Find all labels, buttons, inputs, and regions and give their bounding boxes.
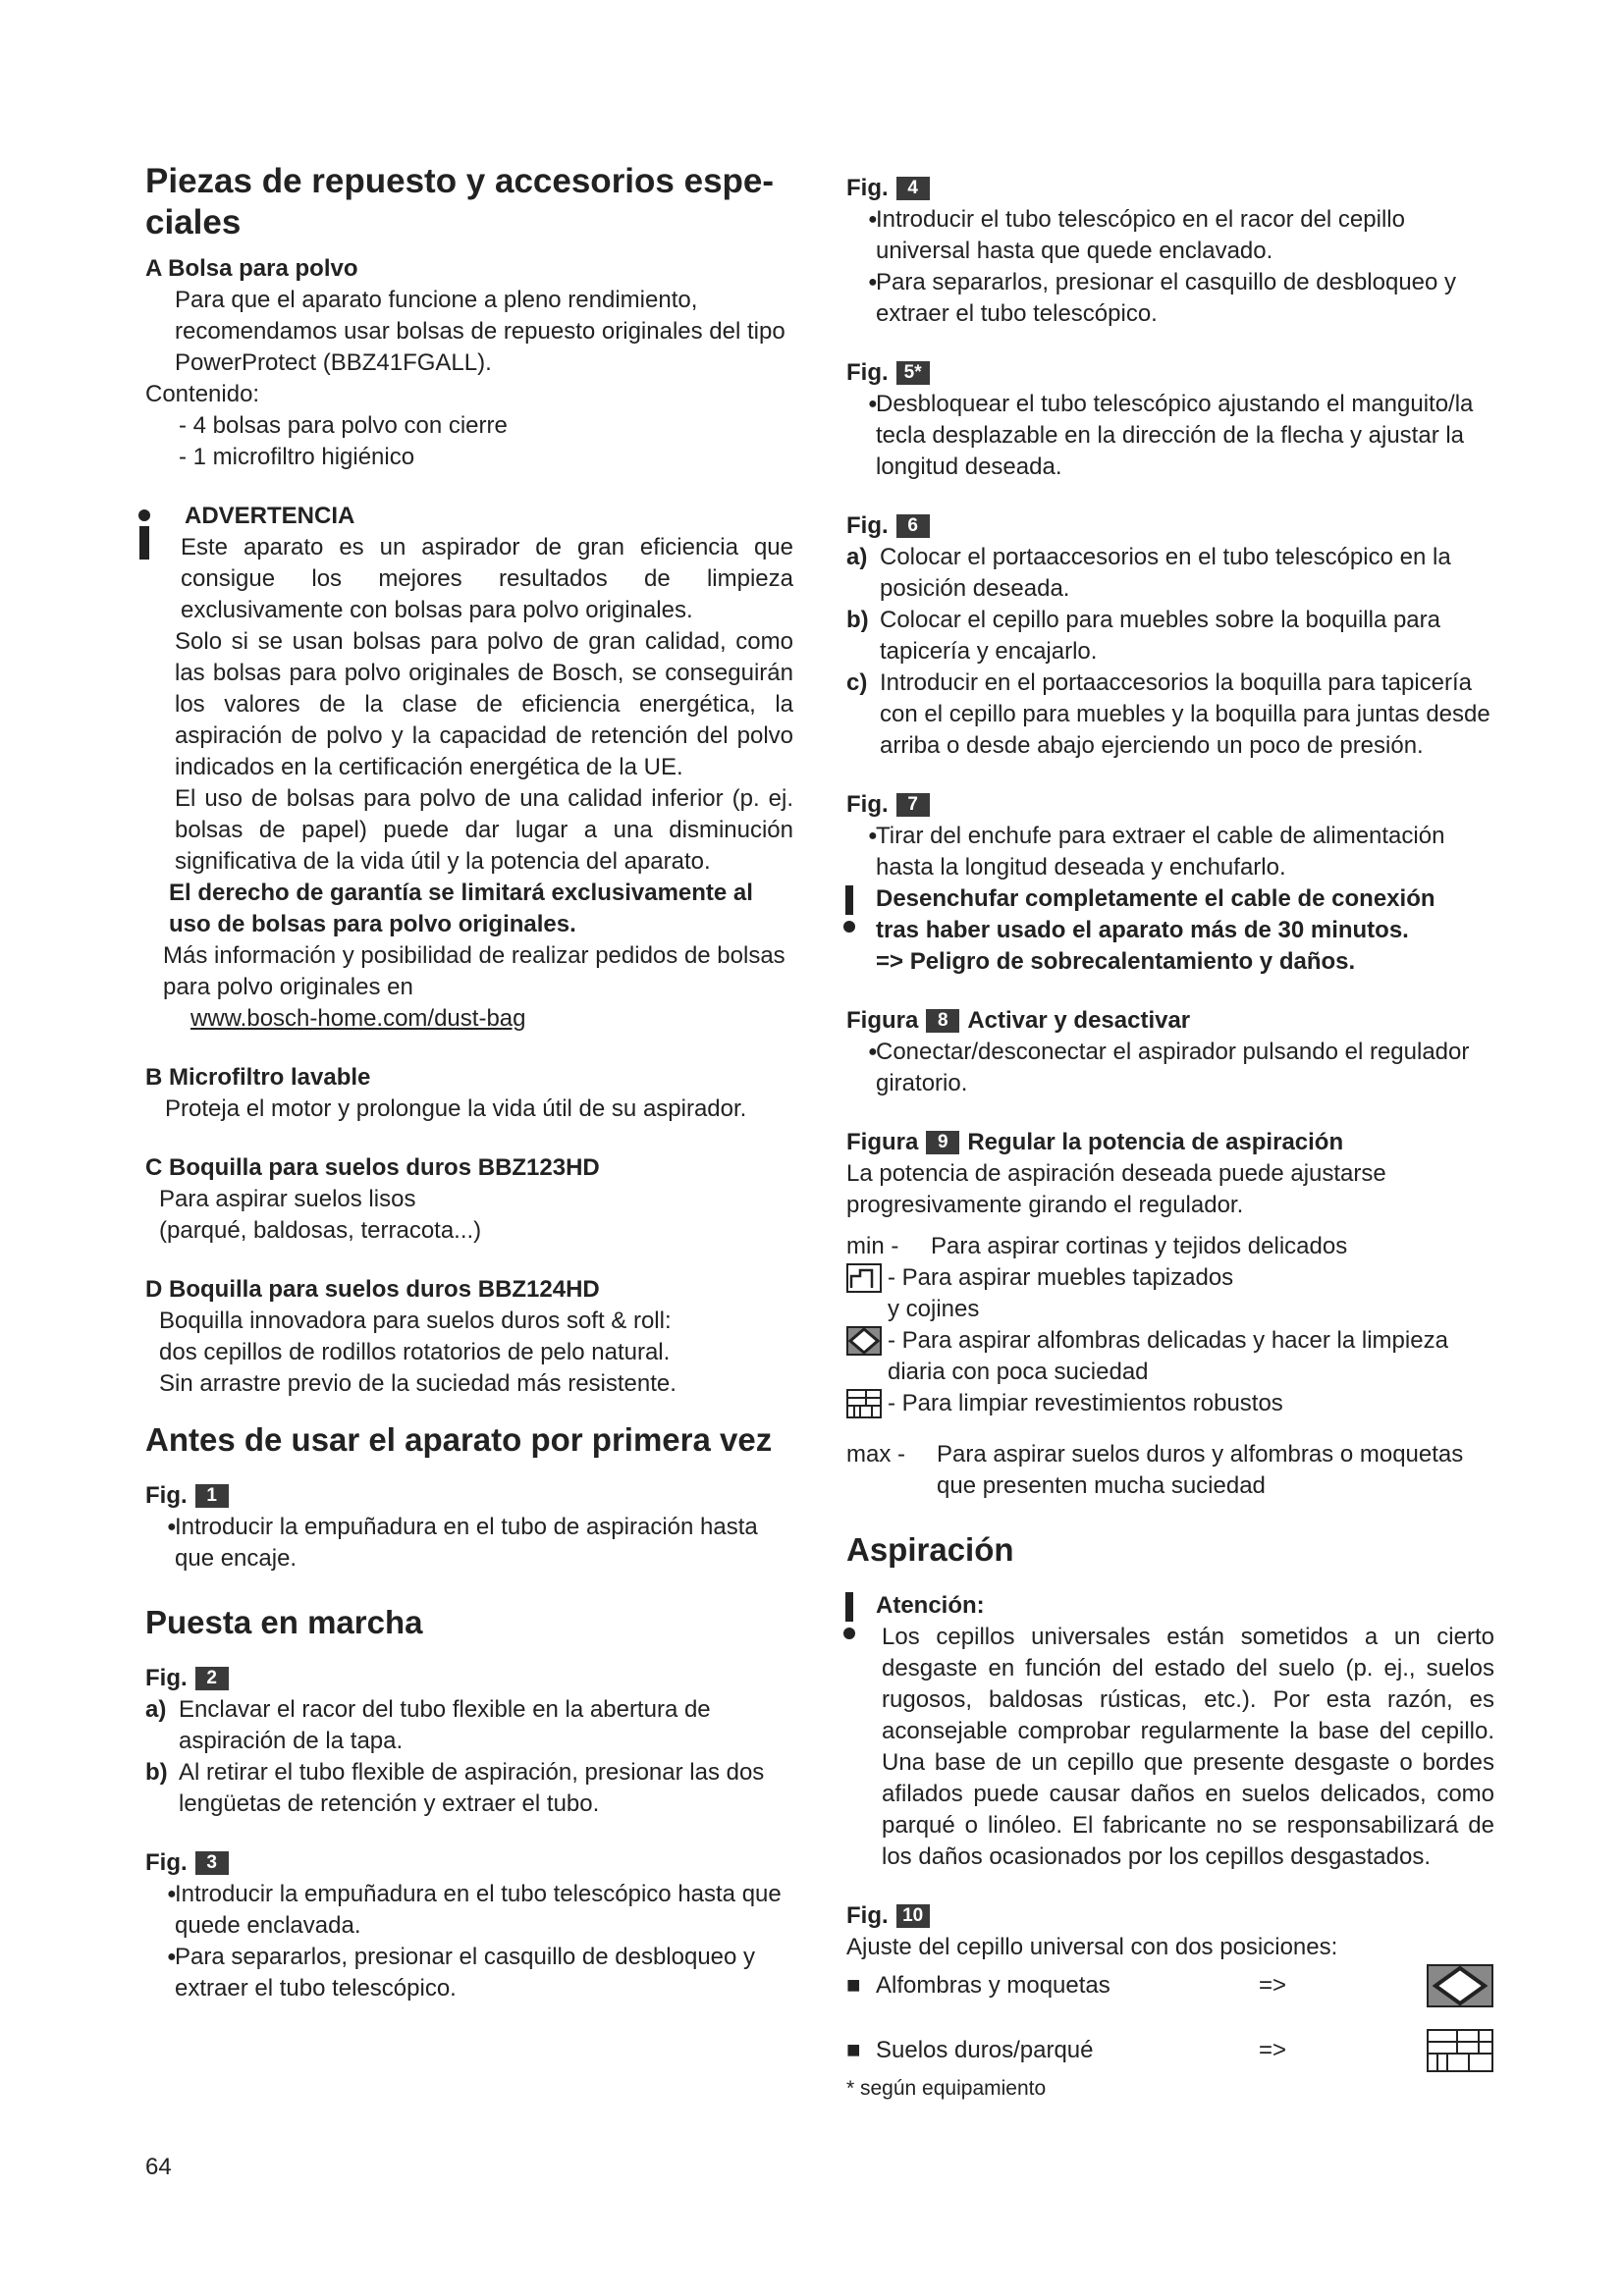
step-text: Colocar el portaaccesorios en el tubo telescópico en la posición deseada. [880,544,1451,602]
hard-floor-icon [1426,2028,1494,2073]
fig-5-step [846,389,1494,483]
step-text: Introducir en el portaaccesorios la boquilla para tapicería con el cepillo para muebles y la boquilla para juntas desde arriba o desde abajo ejerciendo un poco de presión. [880,669,1490,759]
fig-7-label [846,789,1494,821]
section-a-text: Para que el aparato funcione a pleno rendimiento, recomendamos usar bolsas de repuesto originales del tipo PowerProtect (BBZ41FGALL). [175,287,785,376]
fig-7-step [846,821,1494,883]
power-setting-text: - Para aspirar alfombras delicadas y hacer la limpieza diaria con poca suciedad [888,1327,1448,1385]
bullet-icon: ● [167,1886,177,1902]
warning-title: ADVERTENCIA [185,503,355,529]
arrow-text: => [1259,1972,1287,1999]
fig-3-label [145,1847,793,1879]
fig-8-title: Activar y desactivar [967,1007,1191,1034]
warning-p1: Este aparato es un aspirador de gran eficiencia que consigue los mejores resultados de limpieza exclusivamente con bolsas para polvo originales. [181,534,793,623]
step-letter: c) [846,669,868,696]
section-a-title: A Bolsa para polvo [145,255,358,282]
section-d-line: dos cepillos de rodillos rotatorios de pelo natural. [159,1339,671,1365]
step-letter: a) [145,1696,167,1723]
square-bullet-icon: ■ [846,1972,861,1999]
warning-p2: Solo si se usan bolsas para polvo de gran calidad, como las bolsas para polvo originales de Bosch, se conseguirán los valores de la clase de eficiencia energética, la aspiración de polvo y la capacidad de retención del polvo indicados en la certificación energética de la UE. [175,628,793,780]
fig-1-text: Introducir la empuñadura en el tubo de aspiración hasta que encaje. [175,1514,758,1572]
fig-8-step [846,1037,1494,1099]
fig-2-label [145,1663,793,1694]
fig-4-label [846,173,1494,204]
brush-position-label: Alfombras y moquetas [876,1972,1110,1999]
info-icon [137,508,151,564]
fig-label: Fig. [846,791,889,818]
bullet-icon: ● [167,1519,177,1535]
fig-6-step-b [846,605,1494,667]
step-text: Introducir el tubo telescópico en el racor del cepillo universal hasta que quede enclavado. [876,206,1405,264]
warning-block [145,501,793,1035]
step-letter: b) [846,607,869,633]
fig-1-label [145,1480,793,1512]
warning-guarantee: El derecho de garantía se limitará exclusivamente al uso de bolsas para polvo originales. [169,880,753,937]
section-b-title: B Microfiltro lavable [145,1064,371,1091]
fig-number-badge: 6 [896,514,930,538]
bullet-icon: ● [868,396,878,412]
power-setting-text: - Para aspirar muebles tapizados y cojines [888,1264,1234,1322]
bullet-icon: ● [167,1949,177,1965]
power-max-row [846,1439,1494,1502]
step-text: Tirar del enchufe para extraer el cable de alimentación hasta la longitud deseada y enchufarlo. [876,823,1445,881]
arrow-text: => [1259,2037,1287,2063]
fig-10-text: Ajuste del cepillo universal con dos posiciones: [846,1934,1338,1960]
fig-6-step-c [846,667,1494,762]
warning-p3: El uso de bolsas para polvo de una calidad inferior (p. ej. bolsas de papel) puede dar lugar a una disminución significativa de la vida útil y la potencia del aparato. [175,785,793,875]
fig-4-step [846,204,1494,267]
heading-spare-parts: Piezas de repuesto y accesorios espe- ciales [145,162,775,241]
attention-text: Los cepillos universales están sometidos a un cierto desgaste en función del estado del suelo (p. ej., suelos rugosos, baldosas rústicas, etc.). Por esta razón, es aconsejable comprobar regularmente la base del cepillo. Una base de un cepillo que presente desgaste o bordes afilados puede causar daños en suelos delicados, como parqué o linóleo. El fabricante no se responsabilizará de los daños ocasionados por los cepillos desgastados. [882,1624,1494,1870]
power-max-text: Para aspirar suelos duros y alfombras o moquetas que presenten mucha suciedad [937,1441,1464,1499]
left-column [145,161,793,2004]
fig-number-badge: 4 [896,177,930,200]
brush-position-label: Suelos duros/parqué [876,2037,1094,2063]
fig-7-warning-line: Desenchufar completamente el cable de conexión [876,885,1435,912]
section-d-line: Sin arrastre previo de la suciedad más resistente. [159,1370,677,1397]
fig-3-step [145,1879,793,1942]
fig-number-badge: 5* [896,361,930,385]
power-max-label: max - [846,1441,905,1468]
fig-3-step [145,1942,793,2004]
step-text: Para separarlos, presionar el casquillo de desbloqueo y extraer el tubo telescópico. [876,269,1457,327]
fig-number-badge: 10 [896,1904,930,1928]
power-setting-row [846,1325,1494,1388]
fig-label: Fig. [846,359,889,386]
step-text: Enclavar el racor del tubo flexible en la abertura de aspiración de la tapa. [179,1696,711,1754]
attention-block [846,1590,1494,1873]
contents-item: - 4 bolsas para polvo con cierre [179,412,508,439]
fig-9-label [846,1127,1494,1158]
fig-7-warning-line: tras haber usado el aparato más de 30 minutos. [876,917,1409,943]
power-setting-row [846,1262,1494,1325]
step-letter: b) [145,1759,168,1786]
fig-number-badge: 8 [926,1009,959,1033]
footnote: * según equipamiento [846,2077,1047,2100]
fig-label: Fig. [846,512,889,539]
section-c-title: C Boquilla para suelos duros BBZ123HD [145,1154,600,1181]
attention-title: Atención: [876,1592,985,1619]
heading-before-use: Antes de usar el aparato por primera vez [145,1421,773,1458]
fig-label: Figura [846,1129,919,1155]
carpet-icon [846,1325,882,1357]
fig-6-step-a [846,542,1494,605]
heading-vacuuming: Aspiración [846,1531,1014,1568]
power-min-text: Para aspirar cortinas y tejidos delicados [931,1233,1348,1259]
step-letter: a) [846,544,868,570]
fig-number-badge: 3 [195,1851,229,1875]
step-text: Para separarlos, presionar el casquillo de desbloqueo y extraer el tubo telescópico. [175,1944,756,2002]
fig-9-text: La potencia de aspiración deseada puede ajustarse progresivamente girando el regulador. [846,1160,1386,1218]
section-b-text: Proteja el motor y prolongue la vida útil de su aspirador. [165,1095,747,1122]
fig-label: Fig. [846,175,889,201]
fig-label: Fig. [145,1849,188,1876]
fig-10-label [846,1900,1494,1932]
fig-7-warning [846,883,1494,978]
fig-5-label [846,357,1494,389]
dust-bag-link[interactable]: www.bosch-home.com/dust-bag [190,1005,526,1032]
step-text: Al retirar el tubo flexible de aspiración, presionar las dos lengüetas de retención y extraer el tubo. [179,1759,765,1817]
step-text: Desbloquear el tubo telescópico ajustando el manguito/la tecla desplazable en la dirección de la flecha y ajustar la longitud deseada. [876,391,1474,480]
section-c-line: (parqué, baldosas, terracota...) [159,1217,482,1244]
section-c-line: Para aspirar suelos lisos [159,1186,416,1212]
power-min-label: min - [846,1233,899,1259]
contents-item: - 1 microfiltro higiénico [179,444,415,470]
step-text: Introducir la empuñadura en el tubo telescópico hasta que quede enclavada. [175,1881,782,1939]
fig-7-warning-line: => Peligro de sobrecalentamiento y daños. [876,948,1356,975]
warning-more-info: Más información y posibilidad de realizar pedidos de bolsas para polvo originales en [163,942,785,1000]
carpet-icon [1426,1963,1494,2008]
fig-number-badge: 7 [896,793,930,817]
brush-position-row [846,1963,1494,2008]
contents-label: Contenido: [145,381,260,407]
fig-label: Figura [846,1007,919,1034]
hard-floor-icon [846,1388,882,1419]
fig-2-step-a [145,1694,793,1757]
upholstery-icon [846,1262,882,1294]
bullet-icon: ● [868,274,878,291]
fig-9-title: Regular la potencia de aspiración [967,1129,1344,1155]
fig-number-badge: 1 [195,1484,229,1508]
step-text: Conectar/desconectar el aspirador pulsando el regulador giratorio. [876,1039,1470,1096]
page-number: 64 [145,2154,172,2180]
section-d-line: Boquilla innovadora para suelos duros soft & roll: [159,1308,672,1334]
fig-1-step [145,1512,793,1575]
fig-2-step-b [145,1757,793,1820]
fig-8-label [846,1005,1494,1037]
bullet-icon: ● [868,211,878,228]
fig-4-step [846,267,1494,330]
right-column [846,173,1494,2105]
exclamation-icon [842,883,856,939]
step-text: Colocar el cepillo para muebles sobre la boquilla para tapicería y encajarlo. [880,607,1440,665]
power-min-row [846,1231,1494,1262]
fig-label: Fig. [846,1902,889,1929]
bullet-icon: ● [868,828,878,844]
heading-start: Puesta en marcha [145,1604,423,1640]
brush-position-row [846,2028,1494,2073]
fig-6-label [846,510,1494,542]
section-d-title: D Boquilla para suelos duros BBZ124HD [145,1276,600,1303]
fig-number-badge: 9 [926,1131,959,1154]
square-bullet-icon: ■ [846,2037,861,2063]
fig-number-badge: 2 [195,1667,229,1690]
exclamation-icon [842,1590,856,1646]
bullet-icon: ● [868,1043,878,1060]
fig-label: Fig. [145,1665,188,1691]
power-setting-text: - Para limpiar revestimientos robustos [888,1390,1283,1416]
fig-label: Fig. [145,1482,188,1509]
power-setting-row [846,1388,1494,1419]
